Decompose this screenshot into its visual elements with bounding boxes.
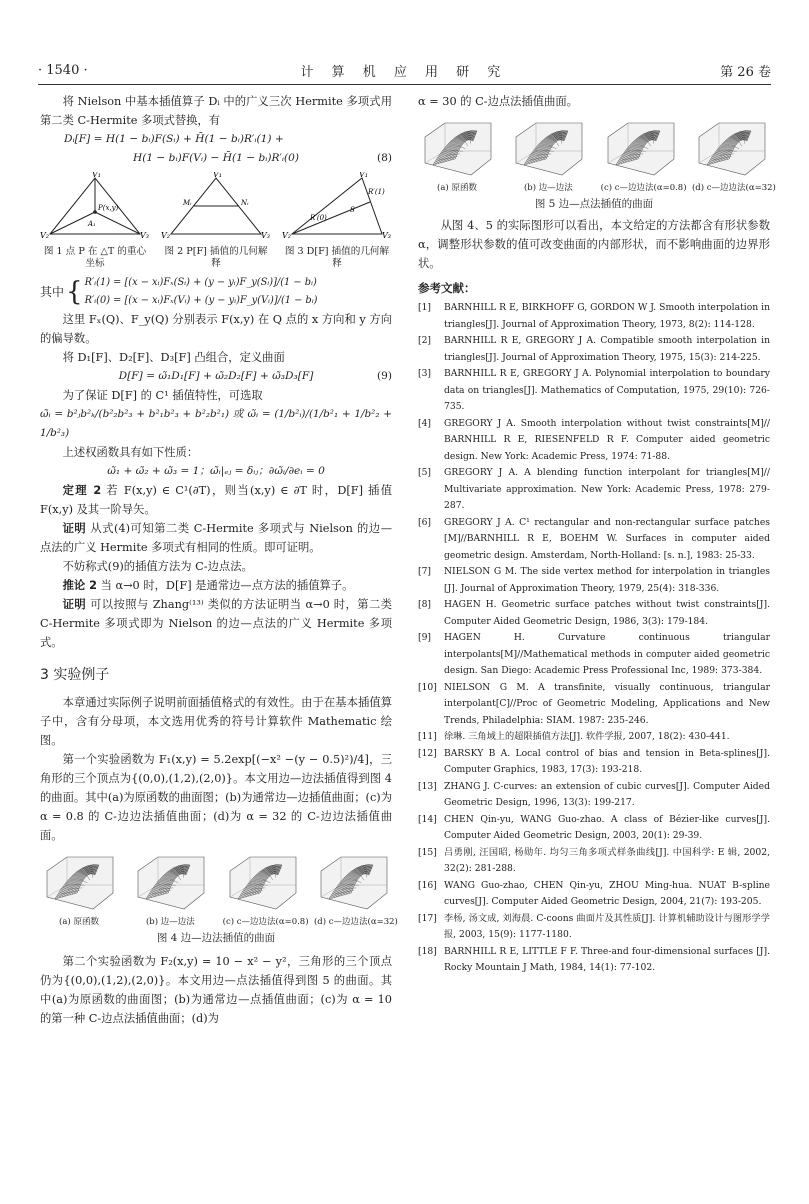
reference-number: [17] (418, 912, 437, 924)
paragraph: 这里 Fₓ(Q)、F_y(Q) 分别表示 F(x,y) 在 Q 点的 x 方向和 y 方向的偏导数。 (40, 313, 392, 345)
svg-text:V₁: V₁ (359, 172, 368, 179)
equation-number: (9) (376, 370, 392, 382)
reference-number: [14] (418, 813, 437, 825)
section-heading: 3 实验例子 (40, 667, 110, 683)
reference-item (418, 680, 770, 730)
equation-number: (8) (376, 152, 392, 164)
subfigure-label: (b) 边—边法 (145, 917, 195, 927)
subfigure-label: (c) c—边边法(α=0.8) (222, 917, 309, 927)
reference-item (418, 465, 770, 515)
side-vertex-diagram (282, 172, 392, 240)
reference-number: [7] (418, 566, 432, 577)
figure-2 (161, 172, 271, 270)
reference-number: [5] (418, 467, 432, 478)
proof-2 (40, 595, 392, 652)
figure-row-1-3 (40, 172, 392, 270)
proof-text: 可以按照与 Zhang⁽¹³⁾ 类似的方法证明当 α→0 时，第二类 C-Hermite 多项式即为 Nielson 的边—点法的广义 Hermite 多项式。 (40, 598, 392, 649)
figure-3-caption: 图 3 D[F] 插值的几何解释 (284, 246, 390, 269)
figure-4-caption: 图 4 边—边法插值的曲面 (156, 932, 276, 944)
interpolation-geometry-diagram (161, 172, 271, 240)
reference-text: CHEN Qin-yu, WANG Guo-zhao. A class of Bézier-like curves[J]. Computer Aided Geometric Design, 2003, 20(1): 29-39. (444, 813, 770, 841)
svg-text:V₂: V₂ (161, 231, 170, 240)
reference-number: [16] (418, 879, 437, 891)
theorem-2 (40, 481, 392, 519)
reference-number: [11] (418, 731, 437, 742)
surface-plot (510, 117, 586, 183)
figure-4d (313, 851, 398, 928)
reference-text: GREGORY J A. A blending function interpolant for triangles[M]// Multivariate approximation. New York: Academic Press, 1978: 279-287. (444, 467, 770, 511)
proof-label: 证明 (62, 522, 87, 535)
equation-9-body: D[F] = ω̃₁D₁[F] + ω̃₂D₂[F] + ω̃₃D₃[F] (118, 370, 314, 382)
volume-label: 第 26 卷 (720, 64, 771, 80)
reference-text: WANG Guo-zhao, CHEN Qin-yu, ZHOU Ming-hua. NUAT B-spline curves[J]. Computer Aided Geometric Design, 2004, 21(7): 193-205. (444, 879, 770, 907)
theorem-text: 若 F(x,y) ∈ C¹(∂T)，则当(x,y) ∈ ∂T 时，D[F] 插值 F(x,y) 及其一阶导矢。 (40, 484, 393, 516)
figure-5d (691, 117, 776, 194)
figure-3 (282, 172, 392, 270)
r-prime-one: R′ᵢ(1) = [(x − xᵢ)Fₓ(Sᵢ) + (y − yᵢ)F_y(Sᵢ)]/(1 − bᵢ) (84, 277, 317, 288)
reference-text: BARSKY B A. Local control of bias and tension in Beta-splines[J]. Computer Graphics, 1983, 17(3): 193-218. (444, 747, 770, 775)
reference-number: [2] (418, 335, 432, 346)
figure-5b (509, 117, 587, 194)
reference-text: BARNHILL R E, GREGORY J A. Compatible smooth interpolation in triangles[J]. Journal of Approximation Theory, 1975, 15(3): 214-225. (444, 335, 770, 363)
reference-item (418, 845, 770, 878)
reference-item (418, 911, 770, 944)
r-equations (85, 274, 318, 310)
reference-text: NIELSON G M. The side vertex method for interpolation in triangles [J]. Journal of Approximation Theory, 1979, 25(4): 318-336. (444, 566, 770, 594)
svg-text:S: S (350, 206, 355, 214)
reference-number: [13] (418, 780, 437, 792)
svg-text:R′(1): R′(1) (368, 188, 385, 196)
subfigure-label: (d) c—边边法(α=32) (691, 183, 776, 193)
qizhong-label: 其中 (40, 284, 65, 299)
reference-text: GREGORY J A. C¹ rectangular and non-rectangular surface patches [M]//BARNHILL R E, BOEHM W. Surfaces in computer aided geometric design. Amsterdam, North-Holland: [s. n.], 1983: 25-33. (444, 516, 770, 561)
running-header (38, 60, 771, 80)
reference-item (418, 366, 770, 416)
reference-item (418, 564, 770, 597)
figure-1-caption: 图 1 点 P 在 △T 的重心坐标 (43, 246, 147, 269)
svg-text:V₂: V₂ (40, 231, 49, 240)
header-rule (38, 84, 771, 85)
brace: { (66, 277, 83, 307)
subfigure-label: (a) 原函数 (59, 917, 99, 927)
reference-item (418, 779, 770, 812)
reference-text: BARNHILL R E, BIRKHOFF G, GORDON W J. Smooth interpolation in triangles[J]. Journal of Approximation Theory, 1973, 8(2): 114-128. (444, 302, 770, 330)
reference-item (418, 878, 770, 911)
figure-4b (131, 851, 209, 928)
page-number: · 1540 · (38, 62, 88, 78)
reference-number: [12] (418, 747, 437, 759)
r-prime-zero: R′ᵢ(0) = [(x − xᵢ)Fₓ(Vᵢ) + (y − yᵢ)F_y(Vᵢ)]/(1 − bᵢ) (84, 295, 318, 306)
reference-text: 吕勇刚, 汪国昭, 杨勋年. 均匀三角多项式样条曲线[J]. 中国科学: E 辑, 2002, 32(2): 281-288. (444, 846, 770, 874)
subfigure-label: (b) 边—边法 (523, 183, 573, 193)
paragraph: 上述权函数具有如下性质： (62, 446, 199, 459)
reference-text: HAGEN H. Geometric surface patches without twist constraints[J]. Computer Aided Geometric Design, 1986, 3(3): 179-184. (444, 599, 770, 627)
reference-number: [15] (418, 846, 437, 858)
equation-9 (40, 367, 392, 386)
reference-number: [6] (418, 516, 432, 528)
reference-item (418, 812, 770, 845)
reference-text: 李杨, 汤文成, 刘海晨. C-coons 曲面片及其性质[J]. 计算机辅助设计与图形学学报, 2003, 15(9): 1177-1180. (444, 912, 770, 940)
reference-number: [10] (418, 681, 437, 693)
surface-plot (132, 851, 208, 917)
equation-8-line1: Dᵢ[F] = H(1 − bᵢ)F(Sᵢ) + H̄(1 − bᵢ)R′ᵢ(1) + (64, 133, 284, 145)
reference-item (418, 597, 770, 630)
subfigure-label: (c) c—边边法(α=0.8) (600, 183, 687, 193)
reference-text: BARNHILL R E, GREGORY J A. Polynomial interpolation to boundary data on triangles[J]. Mathematics of Computation, 1975, 29(10): 726-735. (444, 368, 770, 412)
reference-text: HAGEN H. Curvature continuous triangular interpolants[M]//Mathematical methods in computer aided geometric design. San Diego: Academic Press Professional Inc, 1989: 373-384. (444, 632, 770, 676)
svg-text:V₃: V₃ (261, 231, 270, 240)
corollary-label: 推论 2 (62, 579, 97, 592)
figure-1 (40, 172, 150, 270)
equation-8-body: H(1 − bᵢ)F(Vᵢ) − H̄(1 − bᵢ)R′ᵢ(0) (132, 152, 300, 164)
reference-text: GREGORY J A. Smooth interpolation without twist constraints[M]// BARNHILL R E, RIESENFELD R F. Computer aided geometric design. New York: Academic Press, 1974: 71-88. (444, 417, 770, 462)
figure-5c (600, 117, 687, 194)
paragraph: 不妨称式(9)的插值方法为 C-边点法。 (62, 560, 253, 573)
figure-4-panels (40, 851, 398, 928)
reference-number: [9] (418, 632, 432, 643)
paragraph: 将 D₁[F]、D₂[F]、D₃[F] 凸组合，定义曲面 (62, 351, 285, 364)
reference-number: [4] (418, 417, 432, 429)
paragraph: 将 Nielson 中基本插值算子 Dᵢ 中的广义三次 Hermite 多项式用第二类 C-Hermite 多项式替换，有 (40, 95, 392, 127)
surface-plot (693, 117, 769, 183)
right-column (418, 92, 776, 977)
surface-plot (224, 851, 300, 917)
figure-5-caption: 图 5 边—点法插值的曲面 (534, 198, 654, 210)
left-column (40, 92, 398, 1028)
subfigure-label: (a) 原函数 (437, 183, 477, 193)
svg-text:Nᵢ: Nᵢ (241, 199, 249, 207)
paragraph: α = 30 的 C-边点法插值曲面。 (418, 95, 578, 108)
reference-item (418, 515, 770, 565)
theorem-label: 定理 2 (62, 484, 102, 497)
svg-text:V₃: V₃ (382, 231, 391, 240)
weight-properties: ω̃₁ + ω̃₂ + ω̃₃ = 1；ω̃ᵢ|ₑⱼ = δᵢⱼ；∂ω̃ᵢ/∂eᵢ = 0 (107, 465, 325, 477)
reference-text: 徐琳. 三角域上的超限插值方法[J]. 软件学报, 2007, 18(2): 430-441. (444, 731, 730, 742)
svg-text:V₁: V₁ (92, 172, 101, 179)
surface-plot (602, 117, 678, 183)
surface-plot (419, 117, 495, 183)
svg-text:R′(0): R′(0) (310, 214, 327, 222)
journal-title: 计 算 机 应 用 研 究 (300, 64, 508, 80)
reference-text: ZHANG J. C-curves: an extension of cubic curves[J]. Computer Aided Geometric Design, 1996, 13(3): 199-217. (444, 780, 770, 808)
figure-2-caption: 图 2 P[F] 插值的几何解释 (164, 246, 268, 269)
subfigure-label: (d) c—边边法(α=32) (313, 917, 398, 927)
proof-1 (40, 519, 392, 557)
reference-text: NIELSON G M. A transfinite, visually continuous, triangular interpolant[C]//Proc of Geometric Modeling, Applications and New Trends, Philadelphia: SIAM. 1987: 235-246. (444, 681, 770, 726)
figure-4a (40, 851, 118, 928)
paragraph: 本章通过实际例子说明前面插值格式的有效性。由于在基本插值算子中，含有分母项，本文选用优秀的符号计算软件 Mathematic 绘图。 (40, 696, 392, 747)
paragraph: 第二个实验函数为 F₂(x,y) = 10 − x² − y²，三角形的三个顶点仍为{(0,0),(1,2),(2,0)}。本文用边—点法插值得到图 5 的曲面。其中(a)为原函数的曲面图；(b)为通常边—点插值曲面；(c)为 α = 10 的第一种 C-边点法插值曲面；(d)为 (40, 955, 392, 1025)
reference-item (418, 416, 770, 466)
barycentric-triangle-diagram (40, 172, 150, 240)
references-heading: 参考文献： (418, 281, 476, 295)
svg-text:P(x,y): P(x,y) (98, 204, 119, 212)
svg-text:V₂: V₂ (282, 231, 291, 240)
proof-text: 从式(4)可知第二类 C-Hermite 多项式与 Nielson 的边—点法的广义 Hermite 多项式有相同的性质。即可证明。 (40, 522, 392, 554)
equation-8-line2 (40, 149, 392, 168)
proof-label: 证明 (62, 598, 87, 611)
reference-item (418, 300, 770, 333)
figure-5-panels (418, 117, 776, 194)
svg-text:A₁: A₁ (88, 220, 96, 228)
reference-item (418, 746, 770, 779)
reference-text: BARNHILL R E, LITTLE F F. Three-and four-dimensional surfaces [J]. Rocky Mountain J Math, 1984, 14(1): 77-102. (444, 945, 770, 973)
reference-number: [18] (418, 945, 437, 957)
svg-text:V₃: V₃ (140, 231, 149, 240)
reference-item (418, 630, 770, 680)
figure-4c (222, 851, 309, 928)
surface-plot (41, 851, 117, 917)
paragraph: 从图 4、5 的实际图形可以看出，本文给定的方法都含有形状参数 α，调整形状参数的值可改变曲面的内部形状，而不影响曲面的边界形状。 (418, 219, 770, 270)
reference-item (418, 333, 770, 366)
svg-text:Mᵢ: Mᵢ (183, 199, 192, 207)
reference-number: [1] (418, 302, 432, 313)
reference-item (418, 729, 770, 746)
corollary-2 (40, 576, 392, 595)
r-definitions (40, 274, 392, 310)
svg-text:V₁: V₁ (213, 172, 222, 179)
corollary-text: 当 α→0 时，D[F] 是通常边—点方法的插值算子。 (100, 579, 354, 592)
reference-item (418, 944, 770, 977)
reference-number: [8] (418, 599, 432, 610)
paragraph: 为了保证 D[F] 的 C¹ 插值特性，可选取 (62, 389, 263, 402)
figure-5a (418, 117, 496, 194)
paragraph: 第一个实验函数为 F₁(x,y) = 5.2exp[(−x² −(y − 0.5)²)/4]，三角形的三个顶点为{(0,0),(1,2),(2,0)}。本文用边—边法插值得到图 4 的曲面。其中(a)为原函数的曲面图；(b)为通常边—边插值曲面；(c)为 α = 0.8 的 C-边边法插值曲面；(d)为 α = 32 的 C-边边法插值曲面。 (40, 753, 392, 842)
reference-number: [3] (418, 368, 432, 379)
weight-formula: ω̃ᵢ = b²ⱼb²ₖ/(b²₂b²₃ + b²₁b²₃ + b²₂b²₁) 或 ω̃ᵢ = (1/b²ᵢ)/(1/b²₁ + 1/b²₂ + 1/b²₃) (40, 408, 392, 439)
surface-plot (315, 851, 391, 917)
reference-list (418, 300, 770, 977)
